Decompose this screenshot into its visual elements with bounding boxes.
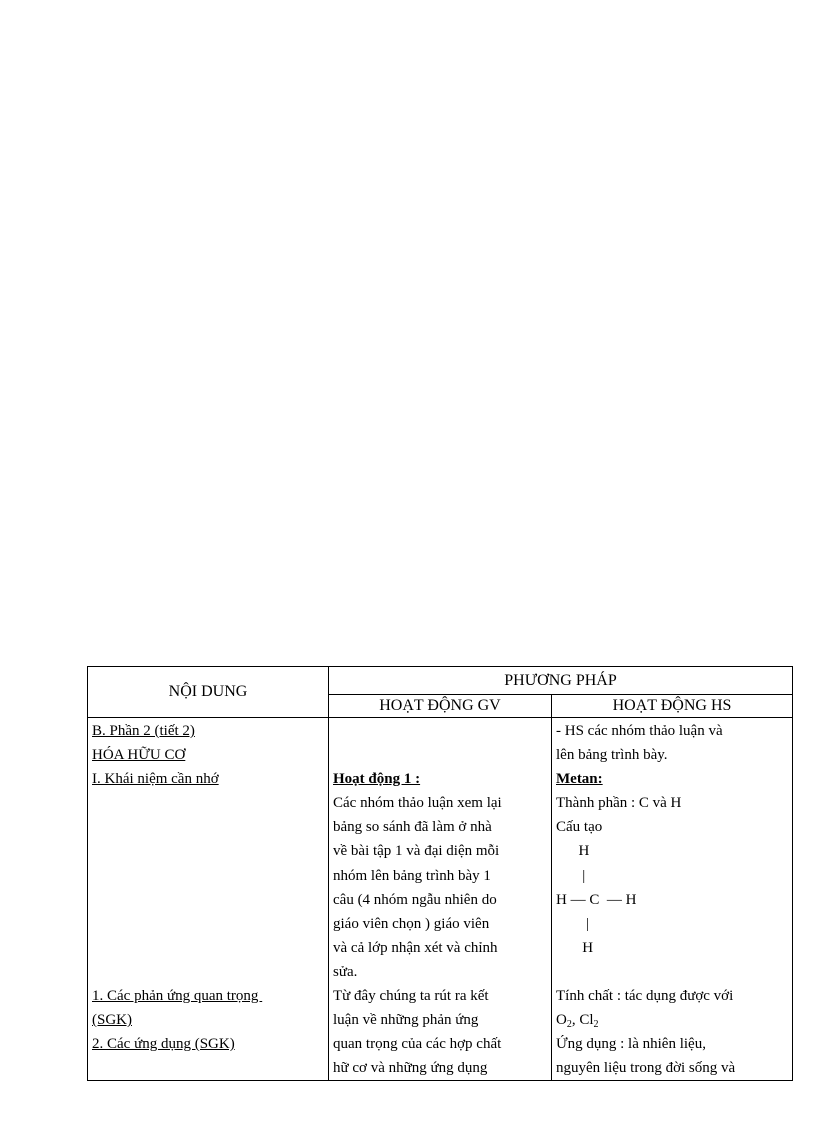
metan-title: Metan: bbox=[556, 771, 603, 788]
gv-line: Từ đây chúng ta rút ra kết bbox=[333, 988, 489, 1005]
tinh-chat-formulas bbox=[556, 1008, 788, 1032]
header-phuong-phap: PHƯƠNG PHÁP bbox=[329, 667, 793, 695]
header-hoat-dong-gv: HOẠT ĐỘNG GV bbox=[329, 695, 552, 718]
item-1-line-1: 1. Các phản ứng quan trọng bbox=[92, 988, 263, 1005]
item-2: 2. Các ứng dụng (SGK) bbox=[92, 1036, 235, 1053]
structure-line: | bbox=[556, 915, 590, 932]
gv-line: giáo viên chọn ) giáo viên bbox=[333, 915, 490, 932]
thanh-phan: Thành phần : C và H bbox=[556, 795, 682, 812]
cau-tao: Cấu tạo bbox=[556, 819, 603, 836]
header-noi-dung: NỘI DUNG bbox=[88, 667, 329, 718]
gv-line: nhóm lên bảng trình bày 1 bbox=[333, 867, 491, 884]
gv-line: về bài tập 1 và đại diện mỗi bbox=[333, 843, 500, 860]
gv-line: hữ cơ và những ứng dụng bbox=[333, 1060, 488, 1077]
structure-line: H bbox=[556, 843, 590, 860]
structure-line: | bbox=[556, 867, 586, 884]
hoat-dong-hs-cell bbox=[552, 718, 793, 1081]
lesson-table bbox=[87, 666, 793, 1081]
cl2-subscript: 2 bbox=[593, 1019, 599, 1031]
section-title: I. Khái niệm cần nhớ bbox=[92, 771, 219, 788]
item-1-line-2: (SGK) bbox=[92, 1012, 132, 1029]
hs-intro-line: - HS các nhóm thảo luận và bbox=[556, 723, 723, 739]
cl2-symbol: , Cl bbox=[571, 1012, 594, 1029]
gv-line: câu (4 nhóm ngẫu nhiên do bbox=[333, 891, 497, 908]
gv-line: Các nhóm thảo luận xem lại bbox=[333, 795, 502, 812]
ung-dung-line: nguyên liệu trong đời sống và bbox=[556, 1060, 736, 1077]
subject-title: HÓA HỮU CƠ bbox=[92, 747, 186, 764]
noi-dung-cell bbox=[88, 718, 329, 1081]
gv-line: quan trọng của các hợp chất bbox=[333, 1036, 502, 1053]
ung-dung-line: Ứng dụng : là nhiên liệu, bbox=[556, 1036, 706, 1053]
gv-line: luận về những phản ứng bbox=[333, 1012, 479, 1029]
o2-subscript: 2 bbox=[566, 1019, 572, 1031]
header-hoat-dong-hs: HOẠT ĐỘNG HS bbox=[552, 695, 793, 718]
o2-symbol: O bbox=[556, 1012, 567, 1029]
gv-line: và cả lớp nhận xét và chỉnh bbox=[333, 939, 498, 956]
structure-line: H — C — H bbox=[556, 891, 637, 908]
hoat-dong-gv-cell bbox=[329, 718, 552, 1081]
structure-line: H bbox=[556, 939, 594, 956]
gv-line: sửa. bbox=[333, 963, 358, 980]
gv-line: bảng so sánh đã làm ở nhà bbox=[333, 819, 492, 836]
hs-intro-line: lên bảng trình bày. bbox=[556, 747, 668, 764]
tinh-chat: Tính chất : tác dụng được với bbox=[556, 988, 734, 1005]
part-title: B. Phần 2 (tiết 2) bbox=[92, 723, 195, 739]
activity-title: Hoạt động 1 : bbox=[333, 771, 421, 788]
